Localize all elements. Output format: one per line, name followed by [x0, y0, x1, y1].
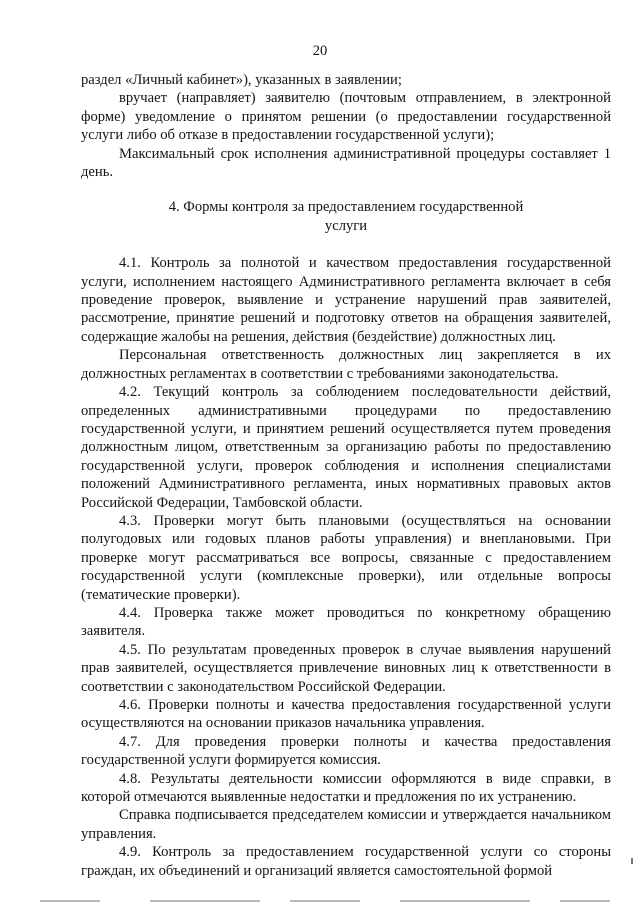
- paragraph: 4.2. Текущий контроль за соблюдением последовательности действий, определенных административными процедурами по предоставлению государственной услуги, и принятием решений осуществляется путем проведения должностным лицом, ответственным за организацию работы по предоставлению государственной услуги, проверок соблюдения и исполнения специалистами положений Административного регламента, иных нормативных правовых актов Российской Федерации, Тамбовской области.: [81, 384, 611, 511]
- paragraph: Персональная ответственность должностных лиц закрепляется в их должностных регламентах в соответствии с требованиями законодательства.: [81, 347, 611, 382]
- paragraph: 4.6. Проверки полноты и качества предоставления государственной услуги осуществляются на основании приказов начальника управления.: [81, 697, 611, 732]
- document-body: [81, 71, 611, 880]
- paragraph: вручает (направляет) заявителю (почтовым отправлением, в электронной форме) уведомление о принятом решении (о предоставлении государственной услуги либо об отказе в предоставлении государственной услуги);: [81, 90, 611, 144]
- page-number: 20: [312, 43, 328, 59]
- paragraph: Справка подписывается председателем комиссии и утверждается начальником управления.: [81, 807, 611, 842]
- paragraph: раздел «Личный кабинет»), указанных в заявлении;: [81, 72, 402, 88]
- scan-artifact: [631, 858, 633, 864]
- paragraph: 4.7. Для проведения проверки полноты и качества предоставления государственной услуги формируется комиссия.: [81, 733, 611, 769]
- paragraph: 4.3. Проверки могут быть плановыми (осуществляться на основании полугодовых или годовых планов работы управления) и внеплановыми. При проверке могут рассматриваться все вопросы, связанные с предоставлением государственной услуги (комплексные проверки), или отдельные вопросы (тематические проверки).: [81, 512, 611, 603]
- scan-edge-noise: [0, 897, 640, 905]
- section-heading-line: услуги: [324, 217, 368, 234]
- paragraph: 4.9. Контроль за предоставлением государственной услуги со стороны граждан, их объединений и организаций является самостоятельной формой: [81, 844, 611, 879]
- paragraph: 4.5. По результатам проведенных проверок в случае выявления нарушений прав заявителей, осуществляется привлечение виновных лиц к ответственности в соответствии с законодательством Российской Федерации.: [81, 641, 611, 695]
- paragraph: 4.1. Контроль за полнотой и качеством предоставления государственной услуги, исполнением настоящего Административного регламента включает в себя проведение проверок, выявление и устранение нарушений прав заявителей, рассмотрение, принятие решений и подготовку ответов на обращения заявителей, содержащие жалобы на решения, действия (бездействие) должностных лиц.: [81, 255, 611, 345]
- section-heading: [81, 198, 611, 235]
- paragraph: 4.4. Проверка также может проводиться по конкретному обращению заявителя.: [81, 604, 611, 640]
- paragraph: Максимальный срок исполнения административной процедуры составляет 1 день.: [81, 145, 611, 181]
- section-heading-line: 4. Формы контроля за предоставлением государственной: [168, 199, 524, 216]
- paragraph: 4.8. Результаты деятельности комиссии оформляются в виде справки, в которой отмечаются выявленные недостатки и предложения по их устранению.: [81, 770, 611, 806]
